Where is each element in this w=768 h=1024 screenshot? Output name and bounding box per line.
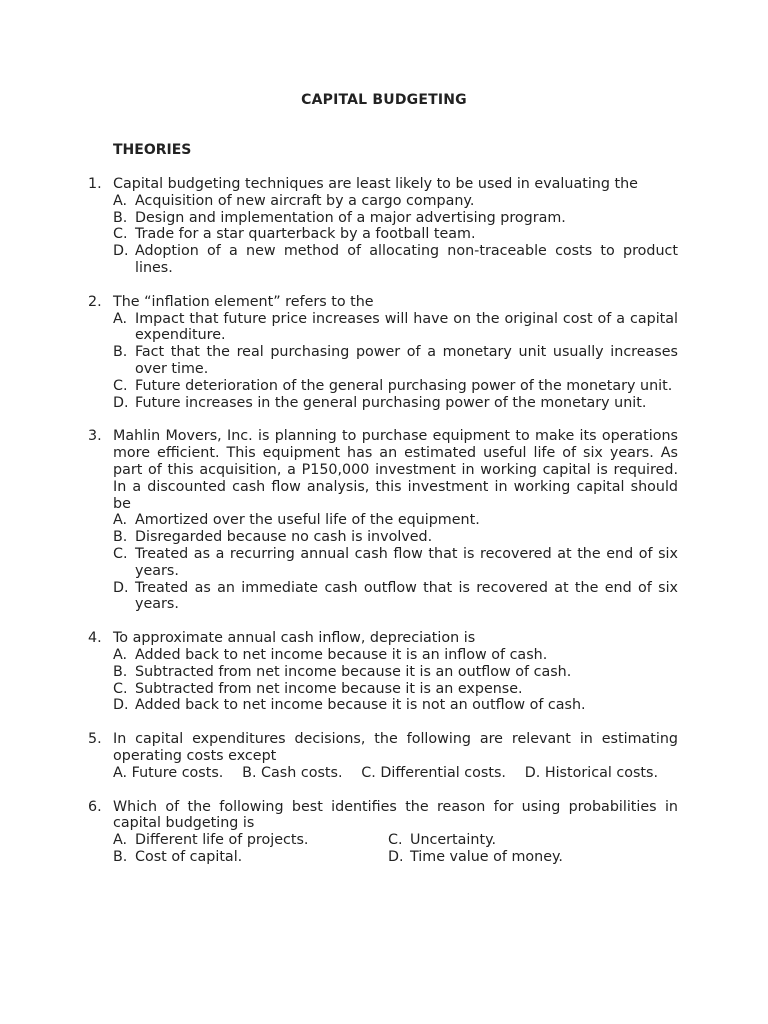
- option-letter: A.: [113, 192, 128, 209]
- question-text: To approximate annual cash inflow, depreciation is: [113, 630, 476, 647]
- option-letter: C.: [113, 377, 128, 394]
- option-letter: C.: [361, 764, 376, 781]
- option-text: Treated as an immediate cash outflow that is recovered at the end of six years.: [135, 579, 678, 613]
- question-text: In capital expenditures decisions, the following are relevant in estimating operating costs except: [113, 731, 678, 764]
- option-text: Amortized over the useful life of the equipment.: [135, 512, 480, 529]
- option-text: Cost of capital.: [135, 848, 243, 865]
- answer-option: [361, 765, 506, 782]
- question-item: [88, 799, 678, 866]
- option-letter: B.: [113, 663, 128, 680]
- option-letter: A.: [113, 310, 128, 327]
- option-text: Acquisition of new aircraft by a cargo company.: [135, 192, 475, 209]
- section-heading: THEORIES: [113, 142, 192, 158]
- question-text: Capital budgeting techniques are least likely to be used in evaluating the: [113, 176, 638, 192]
- option-letter: A.: [113, 764, 128, 781]
- answer-option: [113, 243, 678, 277]
- question-number: 5.: [88, 731, 102, 748]
- option-text: Time value of money.: [410, 848, 563, 865]
- option-text: Different life of projects.: [135, 832, 309, 849]
- option-letter: B.: [242, 764, 257, 781]
- option-text: Future increases in the general purchasing power of the monetary unit.: [135, 394, 647, 411]
- option-text: Trade for a star quarterback by a football team.: [135, 226, 476, 243]
- answer-option: [113, 378, 678, 395]
- option-letter: D.: [113, 579, 129, 596]
- option-text: Future costs.: [131, 764, 224, 781]
- question-item: [88, 176, 678, 277]
- question-number: 3.: [88, 428, 102, 445]
- option-letter: C.: [113, 680, 128, 697]
- option-letter: B.: [113, 209, 128, 226]
- option-letter: D.: [113, 394, 129, 411]
- option-text: Subtracted from net income because it is an outflow of cash.: [135, 663, 572, 680]
- question-item: [88, 731, 678, 781]
- answer-option: [242, 765, 342, 782]
- question-number: 1.: [88, 176, 102, 192]
- answer-option: [113, 647, 678, 664]
- option-text: Uncertainty.: [410, 832, 497, 849]
- option-text: Adoption of a new method of allocating non-traceable costs to product lines.: [135, 243, 678, 276]
- answer-option: [113, 193, 678, 210]
- option-text: Subtracted from net income because it is an expense.: [135, 680, 523, 697]
- answer-option: [113, 344, 678, 378]
- answer-option: [113, 395, 678, 412]
- option-text: Treated as a recurring annual cash flow that is recovered at the end of six years.: [135, 545, 678, 579]
- answer-option: [388, 849, 678, 866]
- question-text: Which of the following best identifies the reason for using probabilities in capital budgeting is: [113, 798, 678, 832]
- question-item: [88, 630, 678, 714]
- option-text: Differential costs.: [380, 764, 506, 781]
- answer-option: [113, 311, 678, 345]
- option-letter: B.: [113, 529, 128, 546]
- question-number: 2.: [88, 293, 102, 310]
- option-text: Added back to net income because it is an inflow of cash.: [135, 646, 548, 663]
- option-text: Future deterioration of the general purchasing power of the monetary unit.: [135, 377, 673, 394]
- answer-option: [113, 765, 223, 782]
- option-text: Historical costs.: [544, 764, 658, 781]
- answer-option: [113, 681, 678, 698]
- answer-option: [113, 664, 678, 681]
- question-number: 4.: [88, 630, 102, 647]
- answer-option: [113, 697, 678, 714]
- answer-option: [113, 512, 678, 529]
- option-letter: D.: [113, 697, 129, 714]
- answer-option: [525, 765, 658, 782]
- question-list: [88, 176, 678, 883]
- question-text: Mahlin Movers, Inc. is planning to purchase equipment to make its operations more efficient. This equipment has an estimated useful life of six years. As part of this acquisition, a P150,000 investment in working capital is required. In a discounted cash flow analysis, this investment in working capital should be: [113, 428, 678, 512]
- option-text: Cash costs.: [261, 764, 343, 781]
- option-letter: C.: [113, 545, 128, 562]
- question-number: 6.: [88, 798, 102, 815]
- answer-options-grid: [113, 832, 678, 866]
- answer-option: [113, 546, 678, 580]
- answer-option: [388, 832, 678, 849]
- option-letter: C.: [388, 832, 403, 849]
- option-letter: A.: [113, 832, 128, 849]
- option-text: Disregarded because no cash is involved.: [135, 529, 433, 546]
- question-item: [88, 294, 678, 412]
- option-text: Added back to net income because it is not an outflow of cash.: [135, 697, 586, 714]
- option-letter: D.: [113, 243, 129, 260]
- option-letter: B.: [113, 848, 128, 865]
- option-text: Impact that future price increases will have on the original cost of a capital expenditure.: [135, 310, 678, 344]
- answer-option: [113, 832, 388, 849]
- option-letter: B.: [113, 344, 128, 361]
- option-letter: C.: [113, 226, 128, 243]
- option-text: Design and implementation of a major advertising program.: [135, 209, 566, 226]
- answer-options-row: [113, 765, 678, 782]
- answer-option: [113, 580, 678, 614]
- answer-option: [113, 849, 388, 866]
- option-letter: D.: [524, 764, 541, 781]
- answer-option: [113, 529, 678, 546]
- page-title: CAPITAL BUDGETING: [301, 92, 467, 108]
- option-text: Fact that the real purchasing power of a monetary unit usually increases over time.: [135, 344, 678, 377]
- option-letter: D.: [388, 848, 404, 865]
- question-item: [88, 428, 678, 613]
- answer-option: [113, 210, 678, 227]
- option-letter: A.: [113, 646, 128, 663]
- answer-option: [113, 226, 678, 243]
- question-text: The “inflation element” refers to the: [113, 293, 374, 310]
- option-letter: A.: [113, 512, 128, 529]
